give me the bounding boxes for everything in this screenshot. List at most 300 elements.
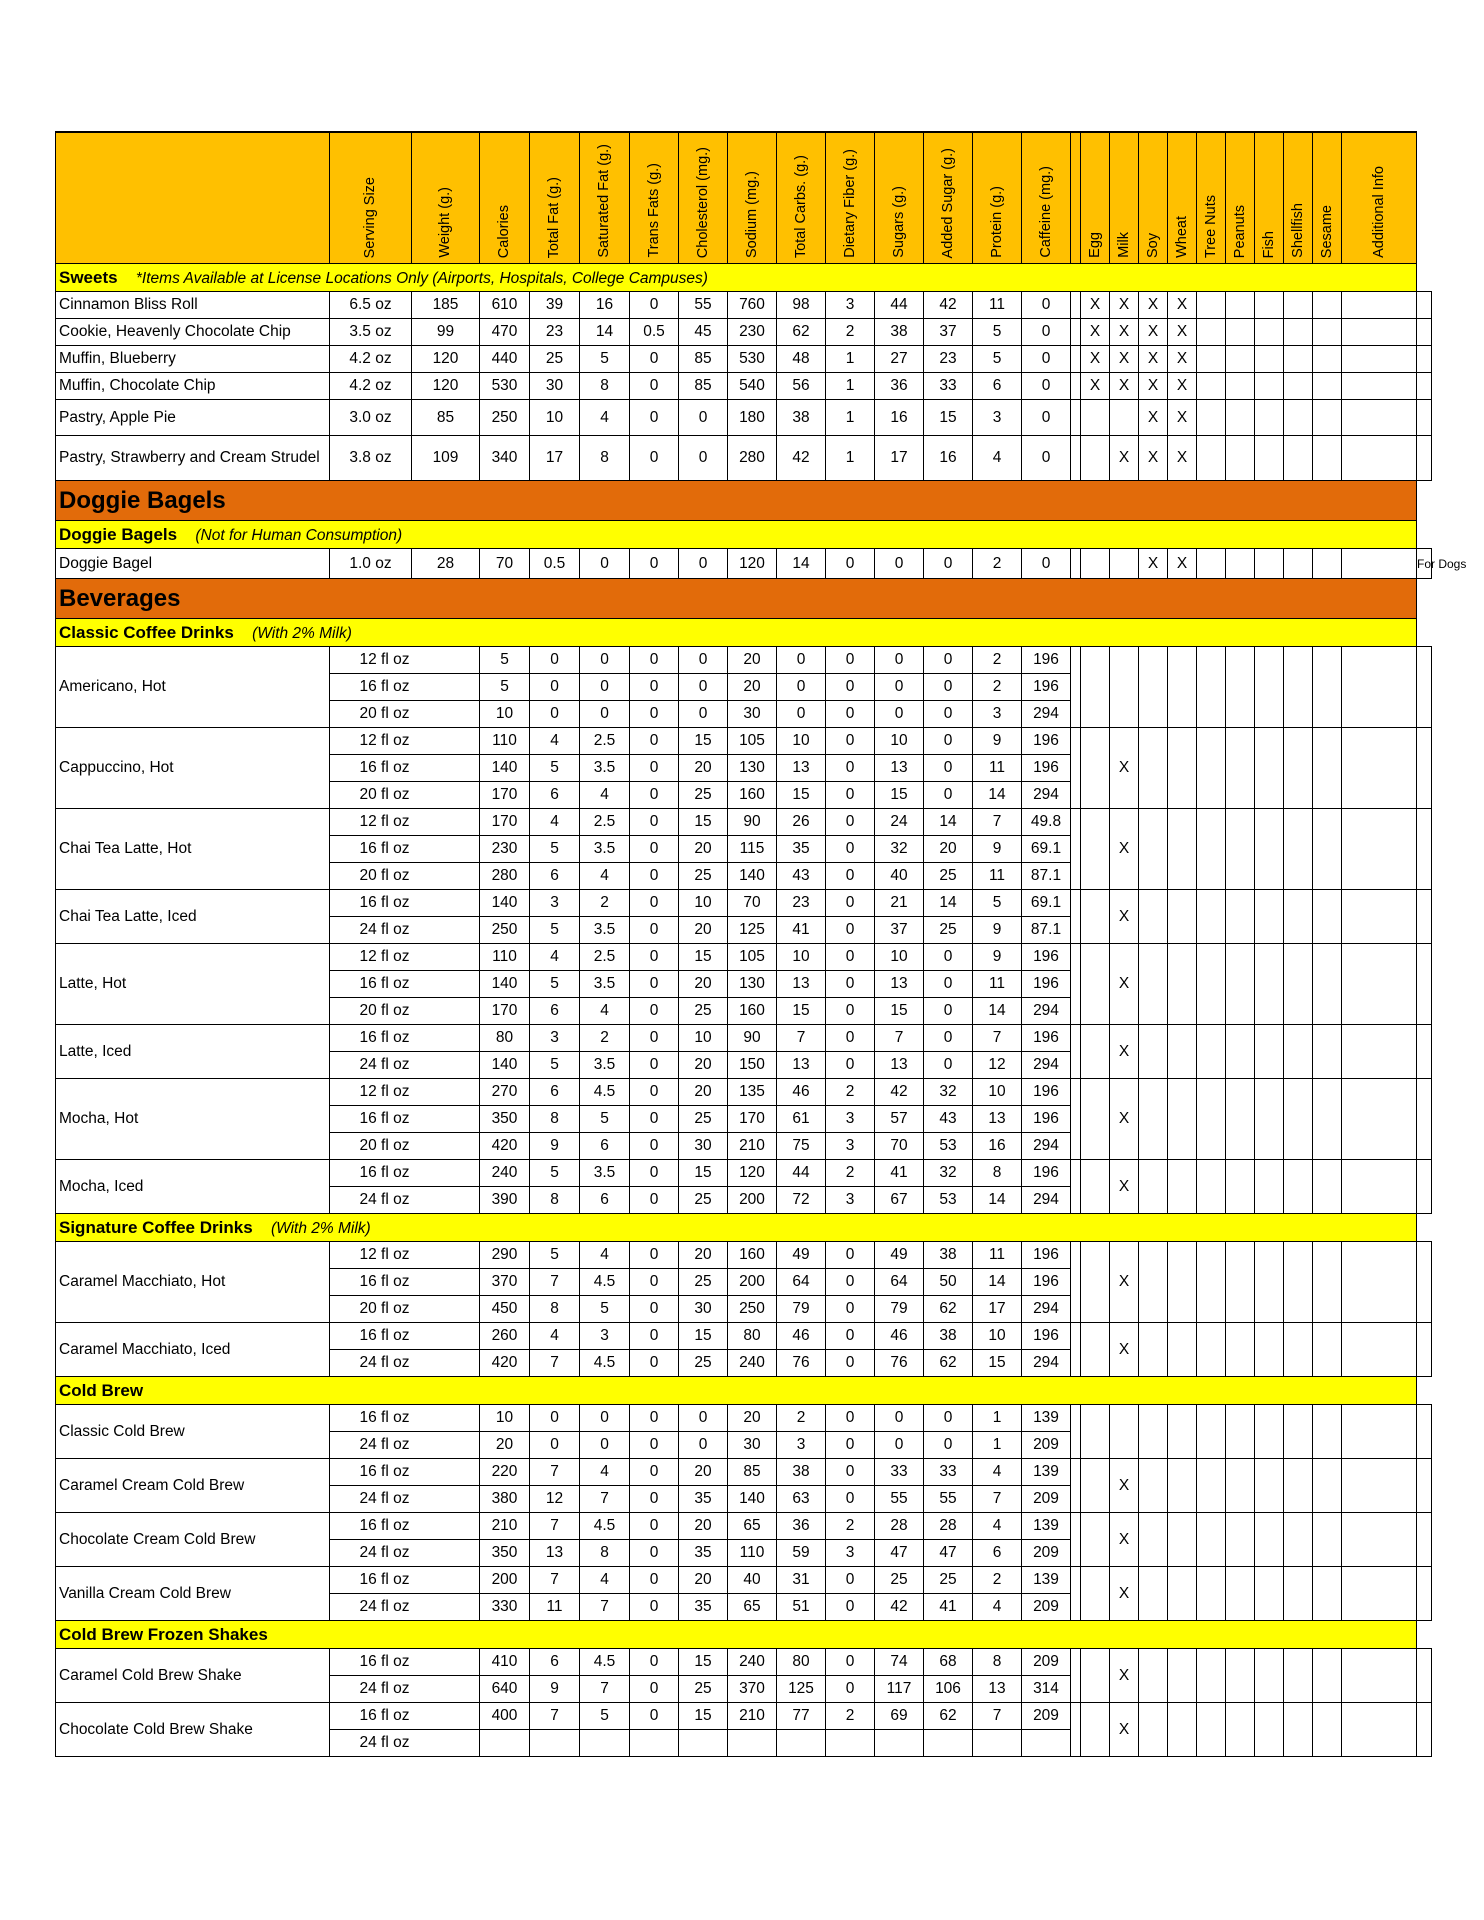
column-header	[728, 132, 777, 264]
nutrient-value: 56	[777, 373, 826, 400]
allergen-cell	[1139, 1459, 1168, 1513]
allergen-cell	[1284, 728, 1313, 809]
nutrient-value: 0	[924, 944, 973, 971]
serving-size: 4.2 oz	[330, 373, 412, 400]
nutrient-value: 25	[679, 863, 728, 890]
nutrient-value: 240	[728, 1649, 777, 1676]
allergen-cell	[1342, 1513, 1417, 1567]
beverage-row	[56, 1513, 1432, 1540]
nutrient-value: 41	[875, 1160, 924, 1187]
gap-cell	[1071, 1567, 1081, 1621]
nutrient-value: 16	[875, 400, 924, 436]
allergen-cell	[1197, 436, 1226, 481]
serving-size: 16 fl oz	[330, 674, 480, 701]
allergen-cell	[1342, 1649, 1417, 1703]
nutrient-value: 99	[412, 319, 480, 346]
nutrient-value: 20	[679, 917, 728, 944]
column-header-label: Wheat	[1173, 216, 1190, 258]
nutrient-value	[875, 1730, 924, 1757]
allergen-cell	[1342, 1405, 1417, 1459]
allergen-cell	[1226, 1160, 1255, 1214]
allergen-cell	[1313, 1323, 1342, 1377]
nutrient-value: 0	[630, 1486, 679, 1513]
nutrient-value: 0	[679, 701, 728, 728]
nutrient-value: 0	[875, 1432, 924, 1459]
allergen-cell	[1197, 1703, 1226, 1757]
nutrient-value: 7	[530, 1567, 580, 1594]
nutrient-value: 25	[924, 917, 973, 944]
column-header	[530, 132, 580, 264]
nutrient-value: 120	[728, 549, 777, 579]
nutrient-value: 6	[973, 373, 1022, 400]
nutrient-value: 140	[480, 890, 530, 917]
nutrient-value: 0	[530, 701, 580, 728]
nutrient-value: 130	[728, 971, 777, 998]
nutrient-value: 15	[679, 809, 728, 836]
nutrient-value: 196	[1022, 647, 1071, 674]
nutrient-value: 280	[728, 436, 777, 481]
nutrient-value: 11	[973, 755, 1022, 782]
nutrient-value: 4	[530, 944, 580, 971]
nutrient-value: 85	[728, 1459, 777, 1486]
allergen-cell	[1081, 1703, 1110, 1757]
nutrient-value: 43	[924, 1106, 973, 1133]
nutrient-value: 110	[480, 944, 530, 971]
nutrient-value: 7	[580, 1676, 630, 1703]
nutrient-value: 15	[679, 728, 728, 755]
nutrient-value: 44	[777, 1160, 826, 1187]
allergen-cell: X	[1110, 1459, 1139, 1513]
allergen-cell	[1197, 1459, 1226, 1513]
allergen-cell	[1255, 1649, 1284, 1703]
allergen-cell	[1313, 890, 1342, 944]
nutrient-value: 220	[480, 1459, 530, 1486]
nutrient-value: 35	[679, 1540, 728, 1567]
nutrient-value: 6	[530, 1079, 580, 1106]
subsection-title-text: Sweets	[59, 267, 118, 287]
allergen-cell: X	[1168, 292, 1197, 319]
nutrient-value: 0	[826, 1350, 875, 1377]
column-header-label: Trans Fats (g.)	[645, 163, 662, 258]
gap-cell	[1071, 549, 1081, 579]
nutrient-value: 410	[480, 1649, 530, 1676]
nutrient-value: 4	[580, 782, 630, 809]
nutrient-value: 0	[826, 1432, 875, 1459]
nutrient-value: 0	[1022, 549, 1071, 579]
column-header-label: Caffeine (mg.)	[1037, 166, 1054, 258]
item-name: Latte, Hot	[56, 944, 330, 1025]
nutrient-value: 16	[580, 292, 630, 319]
nutrient-value: 10	[679, 890, 728, 917]
allergen-cell	[1197, 1405, 1226, 1459]
allergen-cell: X	[1081, 292, 1110, 319]
nutrient-value: 0	[630, 1405, 679, 1432]
allergen-cell	[1168, 1513, 1197, 1567]
allergen-cell	[1342, 436, 1417, 481]
nutrient-value: 62	[924, 1296, 973, 1323]
nutrient-value: 0	[875, 701, 924, 728]
column-header	[777, 132, 826, 264]
nutrient-value	[973, 1730, 1022, 1757]
allergen-cell	[1139, 1567, 1168, 1621]
nutrient-value: 0	[924, 782, 973, 809]
allergen-cell	[1313, 400, 1342, 436]
nutrient-value: 209	[1022, 1486, 1071, 1513]
nutrient-value: 139	[1022, 1513, 1071, 1540]
nutrient-value: 105	[728, 944, 777, 971]
nutrient-value: 3	[826, 1106, 875, 1133]
nutrient-value: 85	[679, 373, 728, 400]
nutrient-value: 200	[480, 1567, 530, 1594]
allergen-cell	[1226, 1242, 1255, 1323]
allergen-cell	[1226, 1513, 1255, 1567]
nutrient-value: 50	[924, 1269, 973, 1296]
nutrient-value: 65	[728, 1594, 777, 1621]
nutrient-value: 0	[826, 1459, 875, 1486]
nutrient-value: 15	[679, 1160, 728, 1187]
nutrient-value: 15	[679, 1649, 728, 1676]
allergen-cell	[1081, 890, 1110, 944]
nutrient-value: 185	[412, 292, 480, 319]
allergen-cell	[1197, 1025, 1226, 1079]
nutrient-value: 5	[973, 890, 1022, 917]
allergen-cell	[1313, 436, 1342, 481]
nutrient-value: 13	[530, 1540, 580, 1567]
nutrient-value: 370	[728, 1676, 777, 1703]
allergen-cell	[1168, 1323, 1197, 1377]
allergen-cell	[1139, 1513, 1168, 1567]
allergen-cell	[1255, 549, 1284, 579]
serving-size: 12 fl oz	[330, 647, 480, 674]
serving-size: 24 fl oz	[330, 1730, 480, 1757]
allergen-cell	[1284, 1405, 1313, 1459]
allergen-cell	[1168, 1649, 1197, 1703]
allergen-cell	[1284, 1079, 1313, 1160]
nutrient-value: 0	[826, 944, 875, 971]
nutrient-value: 0	[630, 890, 679, 917]
allergen-cell: X	[1139, 436, 1168, 481]
nutrient-value: 23	[530, 319, 580, 346]
nutrient-value: 5	[480, 647, 530, 674]
nutrient-value: 79	[875, 1296, 924, 1323]
nutrient-value: 69	[875, 1703, 924, 1730]
allergen-cell	[1197, 1160, 1226, 1214]
nutrient-value: 1	[826, 400, 875, 436]
nutrient-value: 25	[679, 1676, 728, 1703]
nutrient-value: 20	[679, 1079, 728, 1106]
beverage-row	[56, 1703, 1432, 1730]
nutrient-value: 28	[924, 1513, 973, 1540]
allergen-cell: X	[1110, 436, 1139, 481]
nutrient-value: 0	[630, 1459, 679, 1486]
column-header-label: Additional Info	[1370, 166, 1387, 258]
allergen-cell	[1342, 292, 1417, 319]
nutrient-value: 610	[480, 292, 530, 319]
nutrient-value: 139	[1022, 1405, 1071, 1432]
nutrient-value: 196	[1022, 1160, 1071, 1187]
column-header	[973, 132, 1022, 264]
nutrient-value: 196	[1022, 944, 1071, 971]
nutrient-value: 3.5	[580, 1160, 630, 1187]
nutrient-value: 87.1	[1022, 917, 1071, 944]
serving-size: 20 fl oz	[330, 998, 480, 1025]
allergen-cell	[1342, 1242, 1417, 1323]
gap-cell	[1071, 890, 1081, 944]
nutrient-value: 0	[530, 647, 580, 674]
nutrient-value: 0	[630, 863, 679, 890]
nutrient-value: 196	[1022, 755, 1071, 782]
allergen-cell	[1342, 809, 1417, 890]
allergen-cell	[1284, 1513, 1313, 1567]
serving-size: 12 fl oz	[330, 809, 480, 836]
gap-cell	[1071, 346, 1081, 373]
nutrient-value: 20	[679, 755, 728, 782]
nutrient-value: 9	[973, 836, 1022, 863]
nutrient-value: 8	[973, 1160, 1022, 1187]
nutrient-value: 42	[875, 1079, 924, 1106]
nutrient-value: 390	[480, 1187, 530, 1214]
section-title: Doggie Bagels	[56, 481, 1417, 521]
nutrient-value: 5	[580, 1703, 630, 1730]
gap-cell	[1071, 1405, 1081, 1459]
allergen-cell	[1284, 1242, 1313, 1323]
allergen-cell	[1284, 1703, 1313, 1757]
gap-cell	[1071, 647, 1081, 728]
additional-info	[1417, 1242, 1432, 1323]
nutrient-value: 0	[630, 1350, 679, 1377]
allergen-cell	[1313, 1703, 1342, 1757]
allergen-cell	[1081, 809, 1110, 890]
allergen-cell: X	[1110, 1160, 1139, 1214]
nutrient-value: 0	[924, 647, 973, 674]
allergen-cell	[1342, 1160, 1417, 1214]
nutrient-value: 0	[630, 1540, 679, 1567]
allergen-cell	[1226, 373, 1255, 400]
nutrient-value: 20	[679, 836, 728, 863]
column-header	[1168, 132, 1197, 264]
nutrient-value: 8	[580, 436, 630, 481]
nutrient-value: 15	[777, 782, 826, 809]
allergen-cell	[1284, 1025, 1313, 1079]
nutrient-value: 0	[630, 436, 679, 481]
nutrient-value: 2	[777, 1405, 826, 1432]
nutrient-value: 340	[480, 436, 530, 481]
nutrient-value: 3	[826, 1540, 875, 1567]
additional-info	[1417, 1405, 1432, 1459]
nutrient-value: 59	[777, 1540, 826, 1567]
nutrient-value: 0	[826, 1269, 875, 1296]
allergen-cell	[1197, 292, 1226, 319]
nutrient-value: 8	[580, 1540, 630, 1567]
nutrient-value: 3	[973, 400, 1022, 436]
nutrient-value: 20	[728, 674, 777, 701]
nutrient-value: 0	[826, 971, 875, 998]
serving-size: 20 fl oz	[330, 1133, 480, 1160]
nutrient-value: 0	[826, 1486, 875, 1513]
nutrient-value: 0	[630, 782, 679, 809]
nutrient-value: 76	[777, 1350, 826, 1377]
nutrient-value: 0	[630, 346, 679, 373]
allergen-cell	[1342, 728, 1417, 809]
nutrient-value: 15	[875, 782, 924, 809]
item-name: Cinnamon Bliss Roll	[56, 292, 330, 319]
nutrient-value: 55	[875, 1486, 924, 1513]
nutrient-value: 85	[679, 346, 728, 373]
nutrient-value: 230	[728, 319, 777, 346]
nutrient-value: 10	[973, 1323, 1022, 1350]
nutrient-value: 250	[728, 1296, 777, 1323]
nutrient-value: 35	[679, 1486, 728, 1513]
item-name: Caramel Macchiato, Hot	[56, 1242, 330, 1323]
nutrient-value: 7	[875, 1025, 924, 1052]
nutrient-value: 20	[679, 1459, 728, 1486]
allergen-cell: X	[1139, 292, 1168, 319]
additional-info	[1417, 1513, 1432, 1567]
allergen-cell: X	[1110, 728, 1139, 809]
nutrient-value: 76	[875, 1350, 924, 1377]
item-name: Chocolate Cream Cold Brew	[56, 1513, 330, 1567]
nutrient-value: 3.5	[580, 971, 630, 998]
serving-size: 20 fl oz	[330, 782, 480, 809]
allergen-cell	[1284, 549, 1313, 579]
nutrient-value: 0	[630, 1025, 679, 1052]
nutrient-value: 196	[1022, 1106, 1071, 1133]
gap-cell	[1071, 292, 1081, 319]
nutrient-value: 49	[875, 1242, 924, 1269]
nutrient-value: 57	[875, 1106, 924, 1133]
nutrient-value: 139	[1022, 1567, 1071, 1594]
nutrient-value: 7	[973, 1025, 1022, 1052]
nutrient-value: 370	[480, 1269, 530, 1296]
nutrient-value: 10	[530, 400, 580, 436]
nutrient-value: 20	[679, 1052, 728, 1079]
nutrient-value: 0	[1022, 292, 1071, 319]
allergen-cell	[1313, 373, 1342, 400]
nutrient-value: 0	[630, 400, 679, 436]
allergen-cell: X	[1168, 436, 1197, 481]
gap-cell	[1071, 728, 1081, 809]
item-name: Chai Tea Latte, Hot	[56, 809, 330, 890]
nutrient-value: 0	[630, 1160, 679, 1187]
additional-info	[1417, 346, 1432, 373]
nutrient-value: 48	[777, 346, 826, 373]
nutrient-value: 0	[826, 998, 875, 1025]
nutrient-value	[580, 1730, 630, 1757]
item-name: Pastry, Apple Pie	[56, 400, 330, 436]
nutrient-value: 32	[875, 836, 924, 863]
column-header-label: Shellfish	[1289, 203, 1306, 258]
nutrient-value: 110	[728, 1540, 777, 1567]
column-header-label: Sodium (mg.)	[743, 170, 760, 258]
allergen-cell: X	[1081, 319, 1110, 346]
nutrient-value: 77	[777, 1703, 826, 1730]
nutrient-value: 2	[973, 549, 1022, 579]
nutrient-value: 31	[777, 1567, 826, 1594]
nutrient-value: 5	[530, 1160, 580, 1187]
nutrient-value: 3	[530, 890, 580, 917]
nutrient-value: 209	[1022, 1432, 1071, 1459]
gap-cell	[1071, 1703, 1081, 1757]
serving-size: 4.2 oz	[330, 346, 412, 373]
nutrient-value: 90	[728, 1025, 777, 1052]
subsection-note: (Not for Human Consumption)	[191, 526, 403, 544]
nutrient-value: 196	[1022, 1242, 1071, 1269]
nutrient-value: 106	[924, 1676, 973, 1703]
nutrient-value: 0	[679, 1405, 728, 1432]
nutrient-value: 15	[679, 1703, 728, 1730]
item-name: Cookie, Heavenly Chocolate Chip	[56, 319, 330, 346]
nutrient-value: 14	[973, 782, 1022, 809]
nutrient-value: 90	[728, 809, 777, 836]
nutrient-value: 1	[973, 1432, 1022, 1459]
nutrient-value: 0	[826, 782, 875, 809]
nutrient-value: 125	[728, 917, 777, 944]
nutrient-value: 400	[480, 1703, 530, 1730]
allergen-cell	[1313, 346, 1342, 373]
nutrient-value: 20	[480, 1432, 530, 1459]
nutrition-table-container	[55, 131, 1467, 1771]
allergen-cell: X	[1110, 1025, 1139, 1079]
allergen-cell	[1284, 809, 1313, 890]
nutrient-value: 0	[924, 674, 973, 701]
nutrient-value: 20	[679, 1513, 728, 1540]
nutrient-value: 46	[875, 1323, 924, 1350]
nutrient-value: 33	[875, 1459, 924, 1486]
nutrient-value: 55	[679, 292, 728, 319]
column-header-label: Calories	[496, 204, 512, 258]
nutrient-value: 4.5	[580, 1350, 630, 1377]
nutrient-value: 120	[412, 346, 480, 373]
nutrient-value: 23	[924, 346, 973, 373]
beverage-group-header	[56, 1621, 1432, 1649]
gap-cell	[1071, 1323, 1081, 1377]
nutrient-value: 4	[580, 998, 630, 1025]
beverage-row	[56, 647, 1432, 674]
nutrient-value: 38	[875, 319, 924, 346]
nutrient-value: 0	[630, 1296, 679, 1323]
nutrient-value: 7	[530, 1269, 580, 1296]
nutrient-value: 13	[777, 971, 826, 998]
nutrient-value: 30	[728, 1432, 777, 1459]
nutrient-value: 294	[1022, 701, 1071, 728]
nutrient-value: 14	[973, 1187, 1022, 1214]
column-header-label: Weight (g.)	[437, 187, 453, 258]
nutrient-value: 260	[480, 1323, 530, 1350]
allergen-cell: X	[1110, 1567, 1139, 1621]
nutrient-value: 450	[480, 1296, 530, 1323]
nutrient-value: 0	[826, 836, 875, 863]
nutrient-value: 5	[530, 1052, 580, 1079]
serving-size: 16 fl oz	[330, 1025, 480, 1052]
nutrient-value: 0	[826, 917, 875, 944]
nutrient-value: 210	[480, 1513, 530, 1540]
allergen-cell	[1168, 1079, 1197, 1160]
item-name: Chocolate Cold Brew Shake	[56, 1703, 330, 1757]
nutrient-value: 7	[973, 809, 1022, 836]
serving-size: 20 fl oz	[330, 863, 480, 890]
allergen-cell	[1081, 1459, 1110, 1513]
nutrient-value: 0	[924, 701, 973, 728]
nutrient-value: 0	[630, 647, 679, 674]
nutrient-value: 0	[924, 998, 973, 1025]
allergen-cell	[1342, 944, 1417, 1025]
nutrient-value: 38	[924, 1242, 973, 1269]
allergen-cell	[1255, 1323, 1284, 1377]
nutrient-value: 0	[630, 1323, 679, 1350]
allergen-cell	[1139, 1025, 1168, 1079]
nutrient-value: 0	[530, 1432, 580, 1459]
nutrient-value: 420	[480, 1133, 530, 1160]
